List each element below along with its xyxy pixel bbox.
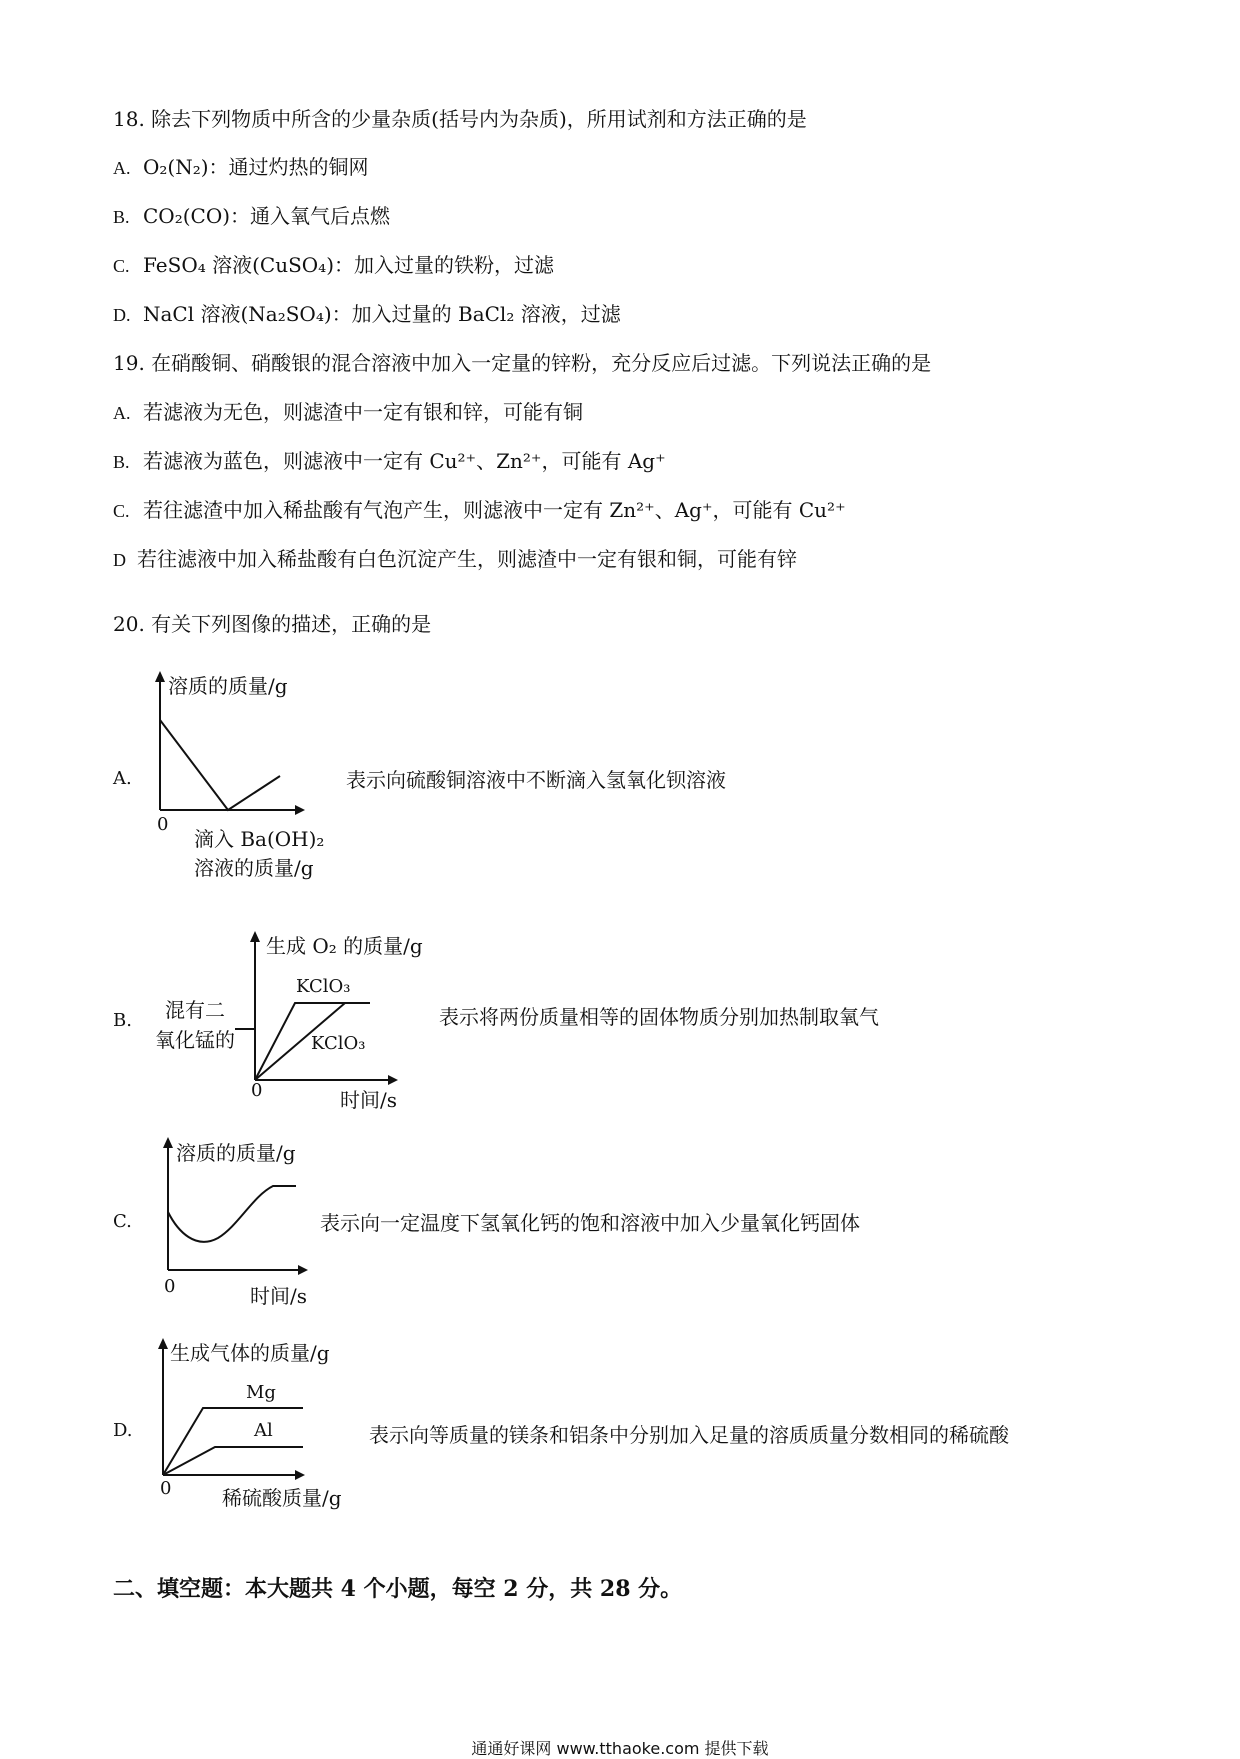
graph-b-origin: 0 bbox=[251, 1080, 263, 1101]
q19-option-d bbox=[113, 546, 797, 573]
graph-d-curve-upper bbox=[163, 1408, 303, 1475]
graph-b-curve-label-2: KClO₃ bbox=[311, 1033, 366, 1054]
option-text: CO₂(CO)：通入氧气后点燃 bbox=[143, 204, 391, 228]
graph-b-letter: B. bbox=[113, 1010, 132, 1031]
q19-option-a bbox=[113, 399, 583, 426]
option-text: O₂(N₂)：通过灼热的铜网 bbox=[143, 155, 369, 179]
x-axis-arrow bbox=[298, 1265, 308, 1275]
option-letter: C. bbox=[113, 501, 130, 521]
option-letter: B. bbox=[113, 207, 130, 227]
graph-b-description: 表示将两份质量相等的固体物质分别加热制取氧气 bbox=[439, 1005, 879, 1029]
option-text: 若滤液为无色，则滤渣中一定有银和锌，可能有铜 bbox=[143, 400, 583, 424]
y-axis-arrow bbox=[155, 671, 165, 682]
q19-option-b bbox=[113, 448, 666, 475]
graph-a-origin: 0 bbox=[157, 814, 169, 835]
graph-b-side-label-2: 氧化锰的 bbox=[155, 1028, 235, 1052]
option-text: 若往滤渣中加入稀盐酸有气泡产生，则滤液中一定有 Zn²⁺、Ag⁺，可能有 Cu²⁺ bbox=[143, 498, 846, 522]
graph-a-description: 表示向硫酸铜溶液中不断滴入氢氧化钡溶液 bbox=[346, 768, 726, 792]
option-letter: D. bbox=[113, 305, 131, 325]
option-letter: C. bbox=[113, 256, 130, 276]
x-axis-arrow bbox=[295, 1470, 305, 1480]
graph-b-ylabel: 生成 O₂ 的质量/g bbox=[266, 934, 423, 958]
graph-a-xlabel-line1: 滴入 Ba(OH)₂ bbox=[194, 827, 325, 851]
graph-c-description: 表示向一定温度下氢氧化钙的饱和溶液中加入少量氧化钙固体 bbox=[320, 1211, 860, 1235]
option-letter: B. bbox=[113, 452, 130, 472]
section-heading: 二、填空题：本大题共 4 个小题，每空 2 分，共 28 分。 bbox=[113, 1576, 683, 1602]
graph-d-origin: 0 bbox=[160, 1478, 172, 1499]
graph-b-curve-label-1: KClO₃ bbox=[296, 976, 351, 997]
option-text: 若往滤液中加入稀盐酸有白色沉淀产生，则滤渣中一定有银和铜，可能有锌 bbox=[137, 547, 797, 571]
graph-d-ylabel: 生成气体的质量/g bbox=[170, 1341, 330, 1365]
graph-d-curve-lower bbox=[163, 1447, 303, 1475]
y-axis-arrow bbox=[163, 1137, 173, 1148]
q19-option-c bbox=[113, 497, 846, 524]
x-axis-arrow bbox=[295, 805, 305, 815]
option-text: NaCl 溶液(Na₂SO₄)：加入过量的 BaCl₂ 溶液，过滤 bbox=[143, 302, 621, 326]
graph-d-xlabel: 稀硫酸质量/g bbox=[222, 1486, 342, 1510]
graph-c-xlabel: 时间/s bbox=[250, 1284, 308, 1308]
graph-c-origin: 0 bbox=[164, 1276, 176, 1297]
q18-option-b bbox=[113, 203, 390, 230]
option-letter: D bbox=[113, 550, 126, 570]
graph-d-curve-label-1: Mg bbox=[246, 1382, 276, 1403]
option-letter: A. bbox=[113, 403, 131, 423]
q19-stem: 19. 在硝酸铜、硝酸银的混合溶液中加入一定量的锌粉，充分反应后过滤。下列说法正确的是 bbox=[113, 351, 932, 375]
q18-option-d bbox=[113, 301, 621, 328]
graph-a-curve bbox=[160, 720, 280, 810]
graph-b-xlabel: 时间/s bbox=[340, 1088, 398, 1112]
option-text: FeSO₄ 溶液(CuSO₄)：加入过量的铁粉，过滤 bbox=[143, 253, 554, 277]
graph-d-description: 表示向等质量的镁条和铝条中分别加入足量的溶质质量分数相同的稀硫酸 bbox=[369, 1423, 1009, 1447]
graph-c-curve bbox=[168, 1186, 296, 1242]
graph-a-letter: A. bbox=[113, 768, 132, 789]
graph-d-letter: D. bbox=[113, 1420, 133, 1441]
graph-c-letter: C. bbox=[113, 1211, 132, 1232]
q18-option-a bbox=[113, 154, 369, 181]
footer-source: 通通好课网 www.tthaoke.com 提供下载 bbox=[471, 1739, 769, 1758]
graph-a-ylabel: 溶质的质量/g bbox=[168, 674, 288, 698]
q20-stem: 20. 有关下列图像的描述，正确的是 bbox=[113, 612, 432, 636]
graph-c-ylabel: 溶质的质量/g bbox=[176, 1141, 296, 1165]
graph-b-side-label-1: 混有二 bbox=[165, 998, 225, 1022]
q18-stem: 18. 除去下列物质中所含的少量杂质(括号内为杂质)，所用试剂和方法正确的是 bbox=[113, 107, 807, 131]
y-axis-arrow bbox=[158, 1338, 168, 1349]
q18-option-c bbox=[113, 252, 554, 279]
option-text: 若滤液为蓝色，则滤液中一定有 Cu²⁺、Zn²⁺，可能有 Ag⁺ bbox=[143, 449, 666, 473]
y-axis-arrow bbox=[250, 931, 260, 942]
graph-d-curve-label-2: Al bbox=[254, 1420, 273, 1441]
graph-a-xlabel-line2: 溶液的质量/g bbox=[194, 856, 314, 880]
option-letter: A. bbox=[113, 158, 131, 178]
